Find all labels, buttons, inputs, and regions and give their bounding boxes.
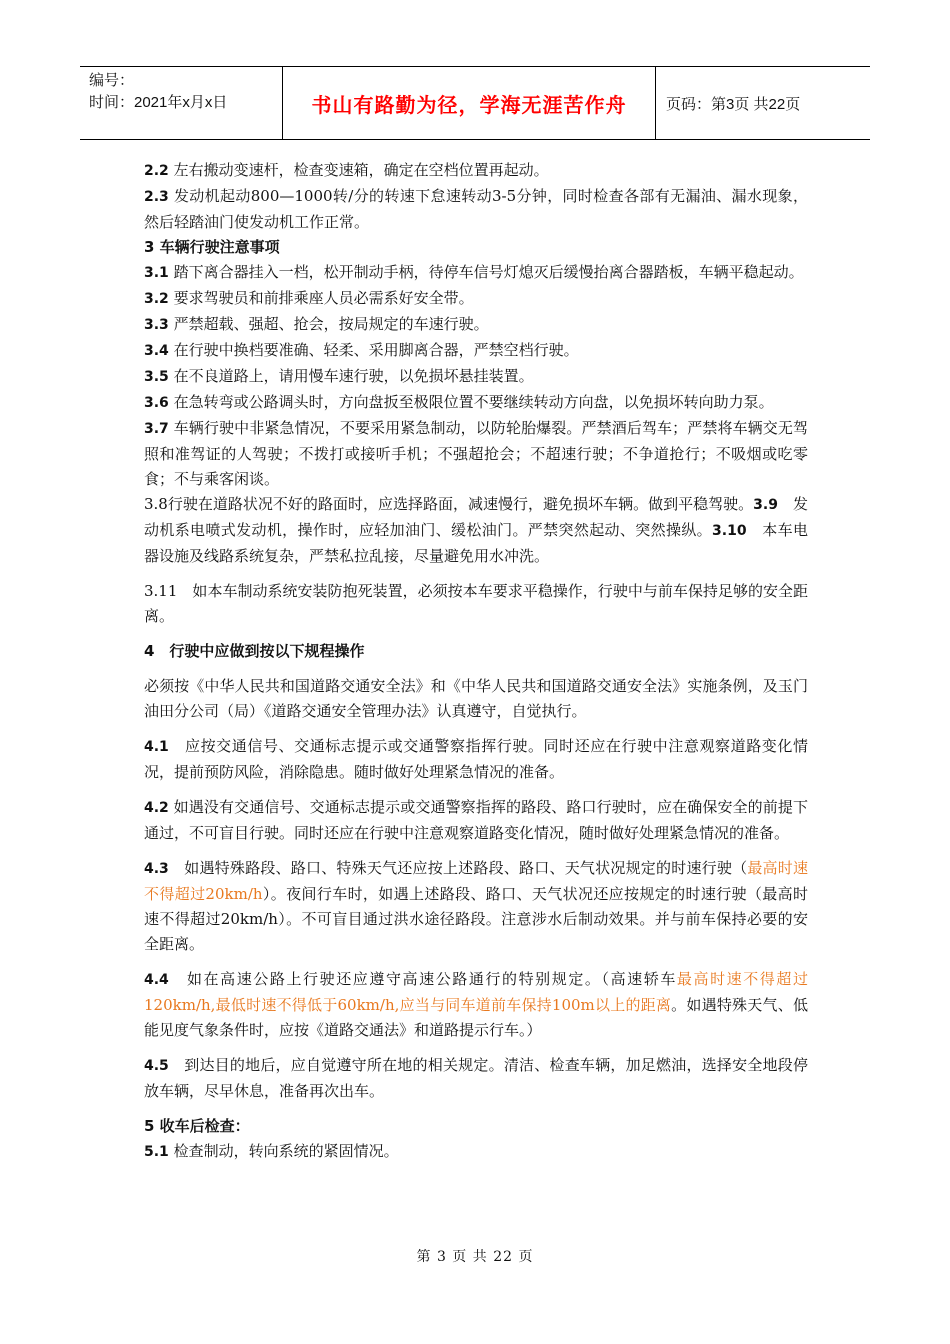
clause-text: 车辆行驶中非紧急情况，不要采用紧急制动，以防轮胎爆裂。严禁酒后驾车；严禁将车辆交无驾照和准驾证的人驾驶；不拨打或接听手机；不强超抢会；不超速行驶；不争道抢行；不吸烟或吃零食；不与乘客闲谈。 — [144, 419, 808, 488]
section-heading-5: 5 收车后检查： — [144, 1117, 250, 1135]
clause-number: 5.1 — [144, 1144, 169, 1160]
doc-date-label: 时间：2021年x月x日 — [89, 94, 228, 111]
clause-number: 4.4 — [144, 972, 169, 988]
section-heading-4: 4 行驶中应做到按以下规程操作 — [144, 642, 365, 660]
clause-number: 3.1 — [144, 265, 169, 281]
clause-number: 3.5 — [144, 369, 169, 385]
clause-number: 4.5 — [144, 1058, 169, 1074]
clause-number: 2.2 — [144, 163, 169, 179]
paragraph-3-4 — [144, 338, 808, 364]
document-body — [144, 158, 808, 1165]
clause-number: 3.10 — [712, 523, 747, 539]
clause-text: 如在高速公路上行驶还应遵守高速公路通行的特别规定。（高速轿车 — [168, 970, 677, 988]
clause-text: 踏下离合器挂入一档，松开制动手柄，待停车信号灯熄灭后缓慢抬离合器踏板，车辆平稳起动。 — [168, 263, 804, 281]
paragraph-4-3 — [144, 856, 808, 957]
clause-text: 如遇特殊路段、路口、特殊天气还应按上述路段、路口、天气状况规定的时速行驶（ — [168, 859, 748, 877]
section-heading-3: 3 车辆行驶注意事项 — [144, 238, 280, 256]
clause-number: 2.3 — [144, 189, 169, 205]
clause-number: 4.3 — [144, 861, 169, 877]
paragraph-4-1 — [144, 734, 808, 785]
clause-number: 4.1 — [144, 739, 169, 755]
clause-text: 到达目的地后，应自觉遵守所在地的相关规定。清洁、检查车辆，加足燃油，选择安全地段停放车辆，尽早休息，准备再次出车。 — [144, 1056, 808, 1100]
clause-number: 3.2 — [144, 291, 169, 307]
header-meta — [80, 67, 283, 139]
highlighted-text: 最高时速不得超过120km/h,最低时速不得低于60km/h,应当与同车道前车保持100m以上的距离 — [144, 970, 808, 1014]
clause-text: 发动机起动800—1000转/分的转速下怠速转动3-5分钟，同时检查各部有无漏油、漏水现象，然后轻踏油门使发动机工作正常。 — [144, 187, 808, 231]
paragraph-4-2 — [144, 795, 808, 846]
clause-text: 左右搬动变速杆，检查变速箱，确定在空档位置再起动。 — [168, 161, 549, 179]
clause-number: 3.9 — [753, 497, 778, 513]
clause-text: 要求驾驶员和前排乘座人员必需系好安全带。 — [168, 289, 474, 307]
paragraph-3-5 — [144, 364, 808, 390]
header-page-info: 页码：第3页 共22页 — [666, 95, 801, 113]
paragraph-3-6 — [144, 390, 808, 416]
clause-text: 如遇没有交通信号、交通标志提示或交通警察指挥的路段、路口行驶时，应在确保安全的前提下通过，不可盲目行驶。同时还应在行驶中注意观察道路变化情况，随时做好处理紧急情况的准备。 — [144, 798, 808, 842]
paragraph-4-5 — [144, 1053, 808, 1104]
paragraph-4-4 — [144, 967, 808, 1043]
paragraph-3-8-3-10 — [144, 492, 808, 569]
clause-text: ）。夜间行车时，如遇上述路段、路口、天气状况还应按规定的时速行驶（最高时速不得超过20km/h）。不可盲目通过洪水途径路段。注意涉水后制动效果。并与前车保持必要的安全距离。 — [144, 885, 808, 953]
clause-text: 3.8行驶在道路状况不好的路面时，应选择路面，减速慢行，避免损坏车辆。做到平稳驾驶。 — [144, 495, 754, 513]
clause-number: 3.4 — [144, 343, 169, 359]
clause-text: 在急转弯或公路调头时，方向盘扳至极限位置不要继续转动方向盘，以免损坏转向助力泵。 — [168, 393, 774, 411]
clause-text: 严禁超载、强超、抢会，按局规定的车速行驶。 — [168, 315, 489, 333]
paragraph-3-1 — [144, 260, 808, 286]
clause-text: 在不良道路上，请用慢车速行驶，以免损坏悬挂装置。 — [168, 367, 534, 385]
doc-number-label: 编号： — [89, 72, 135, 89]
clause-number: 3.3 — [144, 317, 169, 333]
clause-number: 3.6 — [144, 395, 169, 411]
header-table — [80, 66, 870, 140]
clause-text: 在行驶中换档要准确、轻柔、采用脚离合器，严禁空档行驶。 — [168, 341, 579, 359]
paragraph-2-2 — [144, 158, 808, 184]
clause-text: 本车电器设施及线路系统复杂，严禁私拉乱接，尽量避免用水冲洗。 — [144, 521, 808, 565]
clause-text: 检查制动，转向系统的紧固情况。 — [168, 1142, 399, 1160]
clause-text: 发动机系电喷式发动机，操作时，应轻加油门、缓松油门。严禁突然起动、突然操纵。 — [144, 495, 808, 539]
clause-text: 应按交通信号、交通标志提示或交通警察指挥行驶。同时还应在行驶中注意观察道路变化情况，提前预防风险，消除隐患。随时做好处理紧急情况的准备。 — [144, 737, 808, 781]
paragraph-3-2 — [144, 286, 808, 312]
paragraph-2-3 — [144, 184, 808, 235]
highlighted-text: 最高时速不得超过20km/h — [144, 859, 808, 903]
header-motto: 书山有路勤为径，学海无涯苦作舟 — [283, 67, 656, 139]
clause-text: 。如遇特殊天气、低能见度气象条件时，应按《道路交通法》和道路提示行车。） — [144, 996, 808, 1039]
paragraph-3-7 — [144, 416, 808, 492]
paragraph-3-3 — [144, 312, 808, 338]
page-footer: 第 3 页 共 22 页 — [416, 1249, 534, 1265]
clause-number: 4.2 — [144, 800, 169, 816]
paragraph-4-intro: 必须按《中华人民共和国道路交通安全法》和《中华人民共和国道路交通安全法》实施条例，及玉门油田分公司（局）《道路交通安全管理办法》认真遵守，自觉执行。 — [144, 677, 808, 720]
clause-number: 3.7 — [144, 421, 169, 437]
paragraph-5-1 — [144, 1139, 808, 1165]
paragraph-3-11: 3.11 如本车制动系统安装防抱死装置，必须按本车要求平稳操作，行驶中与前车保持足够的安全距离。 — [144, 582, 808, 625]
